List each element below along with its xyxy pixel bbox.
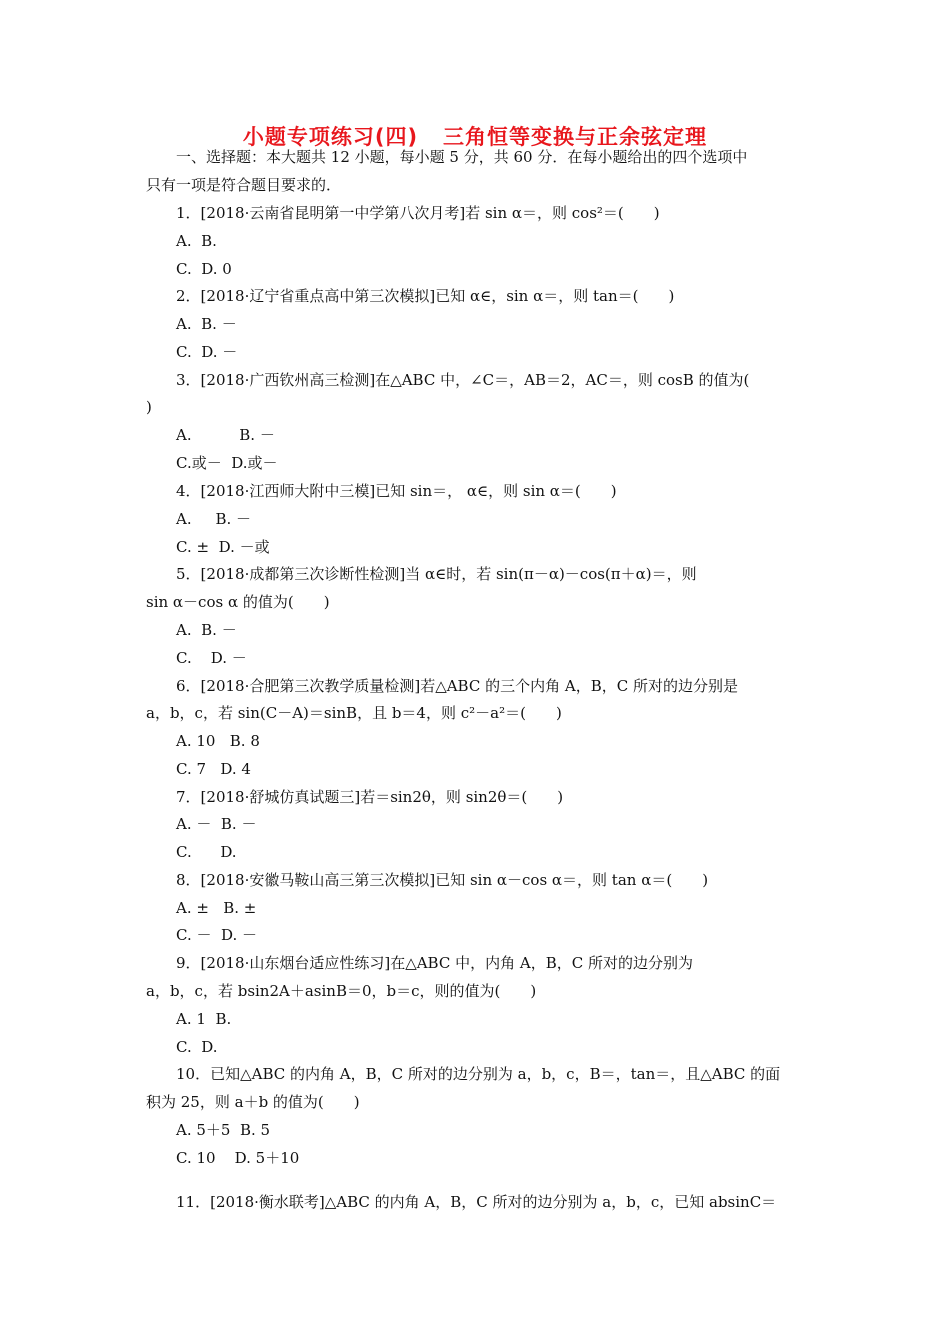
q10-options-ab: A. 5＋5 B. 5 — [176, 1121, 271, 1139]
q10-stem: 10．已知△ABC 的内角 A，B，C 所对的边分别为 a，b，c，B＝，tan＝，且△ABC 的面 — [176, 1065, 781, 1083]
q4-options-ab: A. B. － — [176, 510, 252, 528]
q5-options-cd: C. D. － — [176, 649, 247, 667]
q5-options-ab: A. B. － — [176, 621, 237, 639]
q10-stem-cont: 积为 25，则 a＋b 的值为( ) — [146, 1093, 360, 1111]
q9-options-cd: C. D. — [176, 1038, 218, 1056]
section-heading-line-2: 只有一项是符合题目要求的． — [146, 176, 342, 194]
q2-options-cd: C. D. － — [176, 343, 238, 361]
q8-stem: 8．[2018·安徽马鞍山高三第三次模拟]已知 sin α－cos α＝，则 tan α＝( ) — [176, 871, 709, 889]
q8-options-cd: C. － D. － — [176, 926, 258, 944]
page-title: 小题专项练习(四) 三角恒等变换与正余弦定理 — [242, 125, 708, 149]
q2-options-ab: A. B. － — [176, 315, 237, 333]
q3-stem-cont: ) — [146, 398, 152, 416]
q6-stem: 6．[2018·合肥第三次教学质量检测]若△ABC 的三个内角 A，B，C 所对的边分别是 — [176, 677, 738, 695]
q5-stem: 5．[2018·成都第三次诊断性检测]当 α∈时，若 sin(π－α)－cos(π＋α)＝，则 — [176, 565, 697, 583]
q7-options-ab: A. － B. － — [176, 815, 257, 833]
q11-stem: 11．[2018·衡水联考]△ABC 的内角 A，B，C 所对的边分别为 a，b，c，已知 absinC＝ — [176, 1193, 777, 1211]
q7-options-cd: C. D. — [176, 843, 237, 861]
q3-stem: 3．[2018·广西钦州高三检测]在△ABC 中，∠C＝，AB＝2，AC＝，则 cosB 的值为( — [176, 371, 750, 389]
q9-stem: 9．[2018·山东烟台适应性练习]在△ABC 中，内角 A，B，C 所对的边分别为 — [176, 954, 693, 972]
q8-options-ab: A. ± B. ± — [176, 899, 257, 917]
q2-stem: 2．[2018·辽宁省重点高中第三次模拟]已知 α∈，sin α＝，则 tan＝( ) — [176, 287, 675, 305]
q1-stem: 1．[2018·云南省昆明第一中学第八次月考]若 sin α＝，则 cos²＝( ) — [176, 204, 660, 222]
q5-stem-cont: sin α－cos α 的值为( ) — [146, 593, 330, 611]
q9-options-ab: A. 1 B. — [176, 1010, 232, 1028]
q6-stem-cont: a，b，c，若 sin(C－A)＝sinB，且 b＝4，则 c²－a²＝( ) — [146, 704, 562, 722]
q7-stem: 7．[2018·舒城仿真试题三]若＝sin2θ，则 sin2θ＝( ) — [176, 788, 564, 806]
q3-options-cd: C.或－ D.或－ — [176, 454, 278, 472]
q1-options-cd: C. D. 0 — [176, 260, 232, 278]
q6-options-ab: A. 10 B. 8 — [176, 732, 260, 750]
q4-options-cd: C. ± D. －或 — [176, 538, 270, 556]
q10-options-cd: C. 10 D. 5＋10 — [176, 1149, 300, 1167]
q3-options-ab: A. B. － — [176, 426, 275, 444]
q1-options-ab: A. B. — [176, 232, 217, 250]
q9-stem-cont: a，b，c，若 bsin2A＋asinB＝0，b＝c，则的值为( ) — [146, 982, 537, 1000]
q4-stem: 4．[2018·江西师大附中三模]已知 sin＝， α∈，则 sin α＝( ) — [176, 482, 617, 500]
q6-options-cd: C. 7 D. 4 — [176, 760, 251, 778]
section-heading-line-1: 一、选择题：本大题共 12 小题，每小题 5 分，共 60 分．在每小题给出的四个选项中 — [176, 148, 748, 166]
